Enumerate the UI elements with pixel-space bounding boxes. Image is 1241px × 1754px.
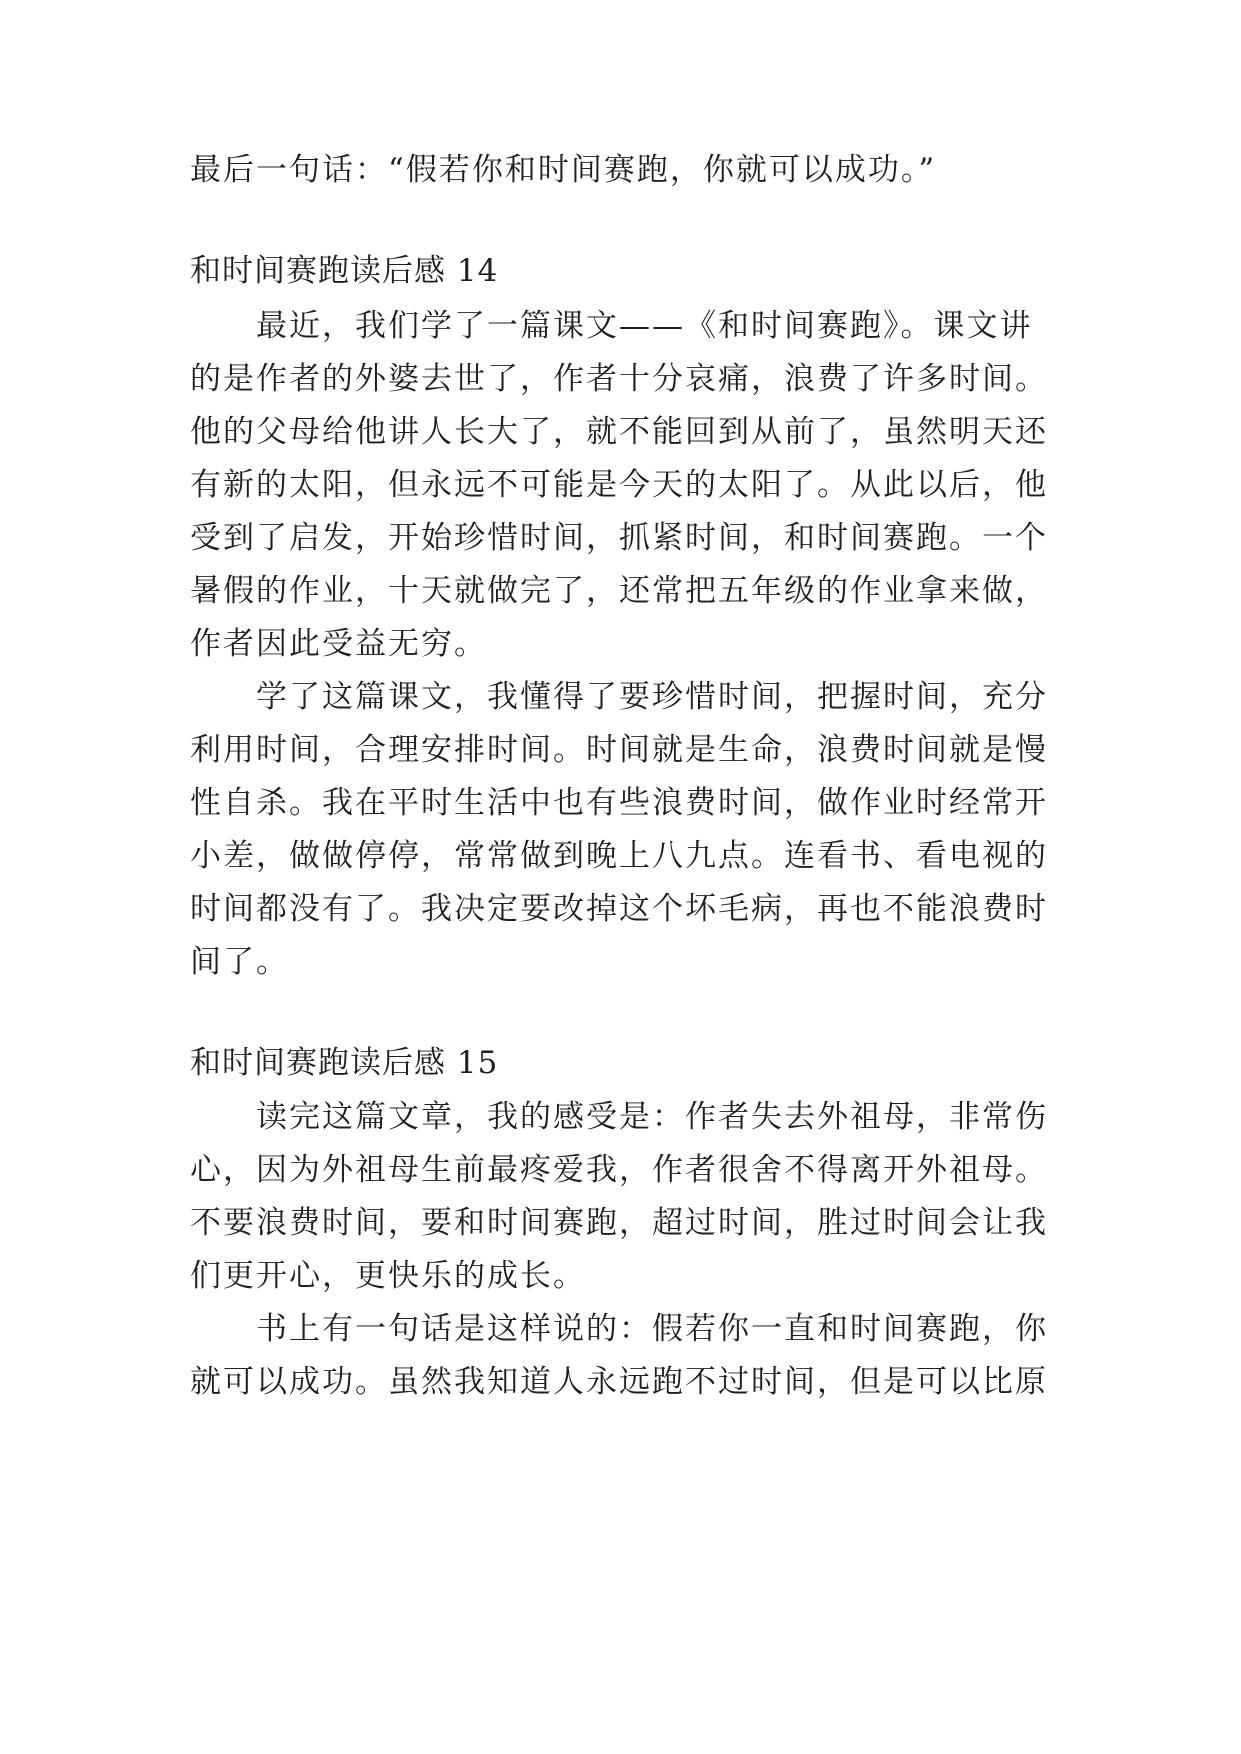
- paragraph-line: 就可以成功。虽然我知道人永远跑不过时间，但是可以比原: [190, 1364, 1048, 1400]
- paragraph-line: 不要浪费时间，要和时间赛跑，超过时间，胜过时间会让我: [190, 1205, 1048, 1241]
- paragraph-line: 有新的太阳，但永远不可能是今天的太阳了。从此以后，他: [190, 467, 1048, 503]
- paragraph-line: 时间都没有了。我决定要改掉这个坏毛病，再也不能浪费时: [190, 891, 1048, 927]
- paragraph-line: 利用时间，合理安排时间。时间就是生命，浪费时间就是慢: [190, 732, 1048, 768]
- paragraph-line: 的是作者的外婆去世了，作者十分哀痛，浪费了许多时间。: [190, 361, 1048, 397]
- paragraph-line: 最近，我们学了一篇课文——《和时间赛跑》。课文讲: [190, 308, 1033, 344]
- paragraph-line: 心，因为外祖母生前最疼爱我，作者很舍不得离开外祖母。: [190, 1152, 1048, 1188]
- paragraph-line: 学了这篇课文，我懂得了要珍惜时间，把握时间，充分: [190, 679, 1048, 715]
- paragraph-line: 他的父母给他讲人长大了，就不能回到从前了，虽然明天还: [190, 414, 1048, 450]
- paragraph-line: 书上有一句话是这样说的：假若你一直和时间赛跑，你: [190, 1311, 1048, 1347]
- section-heading-14: 和时间赛跑读后感 14: [190, 253, 499, 289]
- paragraph-line: 们更开心，更快乐的成长。: [190, 1258, 586, 1294]
- section-heading-15: 和时间赛跑读后感 15: [190, 1045, 499, 1081]
- paragraph-line: 受到了启发，开始珍惜时间，抓紧时间，和时间赛跑。一个: [190, 520, 1048, 556]
- paragraph-line: 小差，做做停停，常常做到晚上八九点。连看书、看电视的: [190, 838, 1048, 874]
- paragraph-line: 性自杀。我在平时生活中也有些浪费时间，做作业时经常开: [190, 785, 1048, 821]
- paragraph-line: 间了。: [190, 944, 289, 980]
- paragraph-line: 暑假的作业，十天就做完了，还常把五年级的作业拿来做，: [190, 573, 1048, 609]
- paragraph-line: 读完这篇文章，我的感受是：作者失去外祖母，非常伤: [190, 1099, 1048, 1135]
- paragraph-line: 作者因此受益无穷。: [190, 626, 487, 662]
- closing-sentence: 最后一句话：“假若你和时间赛跑，你就可以成功。”: [190, 152, 937, 188]
